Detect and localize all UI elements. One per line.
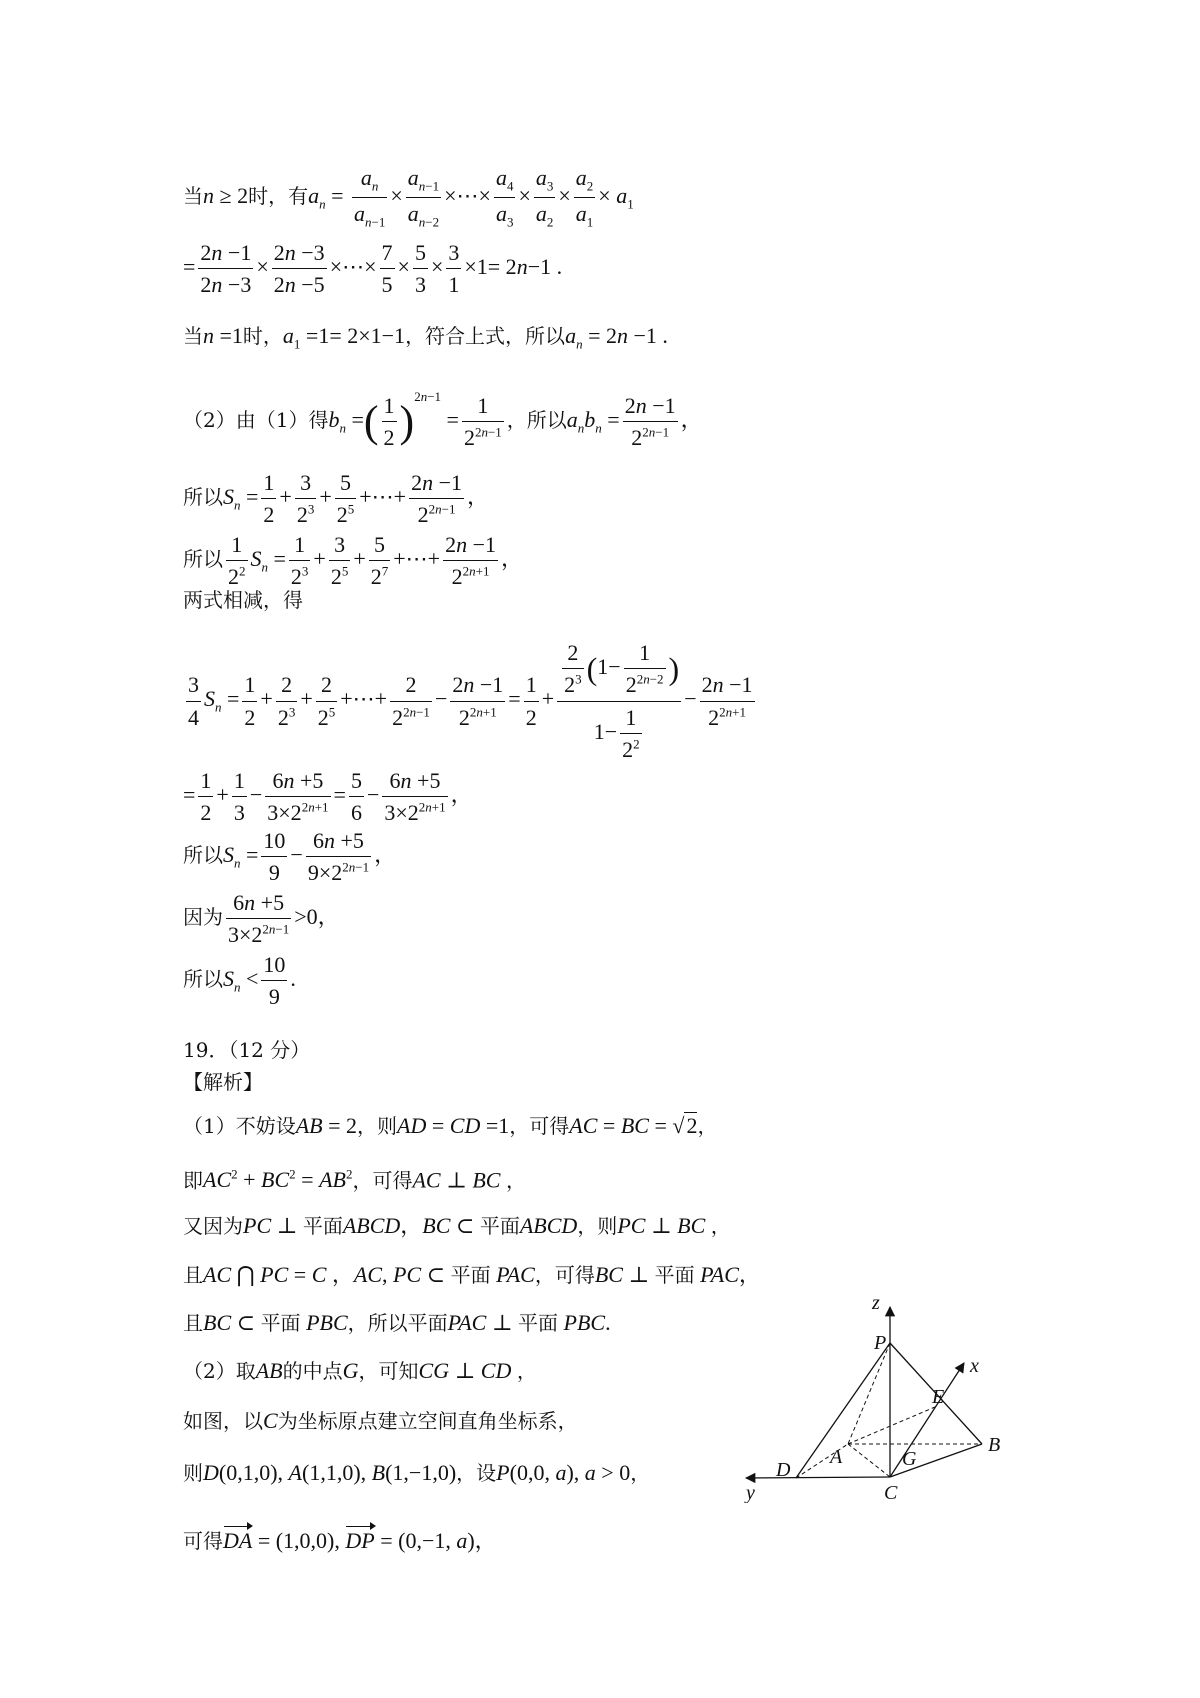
question-19-title <box>183 1040 310 1060</box>
text-segment: 19．（12 分） <box>183 1038 311 1062</box>
text-segment: 所以 <box>526 408 567 432</box>
label-y: y <box>746 1482 755 1503</box>
label-g: G <box>902 1448 917 1470</box>
text-segment: ，可得 <box>352 1168 413 1193</box>
text-segment: 当 <box>183 183 203 208</box>
pyramid-figure <box>736 1293 1036 1503</box>
text-segment: ，可得 <box>509 1114 570 1138</box>
text-segment: ，可知 <box>358 1359 419 1383</box>
text-segment: 所以 <box>183 484 223 509</box>
text-segment: 【解析】 <box>183 1070 263 1094</box>
text-segment: ，设 <box>456 1461 497 1485</box>
line-n-eq-1: 当n =1时，$a_1 =1= 2\times 1-1$，符合上式，所以$a_n = 2n -1$ . <box>183 323 668 352</box>
line-19-3: 又因为PC ⊥ 平面ABCD，BC ⊂ 平面ABCD，则PC ⊥ BC ， <box>183 1213 731 1238</box>
label-d: D <box>776 1459 791 1481</box>
line-19-1: （1）不妨设AB = 2，则AD = CD =1，可得AC = BC = √2， <box>183 1113 718 1138</box>
line-an-product: 当n ≥ 2时，有$a_n$ = $\frac{a_n}{a_{n-1}}$ × $\frac{a_{n-1}}{a_{n-2}}$ ×⋯× $\frac{a_4}{a_3}$ × $\frac{a_3}{a_2}$ × $\frac{a_2}{a_1}$ × $a_1$ <box>183 165 634 230</box>
edge-ac <box>848 1444 890 1477</box>
label-a: A <box>830 1446 843 1468</box>
line-19-6: （2）取AB的中点G，可知CG ⊥ CD ， <box>183 1358 537 1383</box>
label-c: C <box>884 1482 898 1503</box>
line-19-8: 则D(0,1,0), A(1,1,0), B(1,−1,0)，设P(0,0, a), a > 0， <box>183 1460 651 1485</box>
text-segment: 时， <box>242 324 283 348</box>
line-sn: 所以$S_n$ = $\frac{1}{2}$ + $\frac{3}{2^3}$ + $\frac{5}{2^5}$ +⋯+ $\frac{2n -1}{2^{2n-1}}$ ， <box>183 470 490 528</box>
text-segment: （2）取 <box>183 1359 256 1383</box>
line-sn-result: 所以$S_n$ = $\frac{10}{9}$ − $\frac{6n +5}{9\times 2^{2n-1}}$ ， <box>183 828 397 886</box>
edge-pd <box>796 1343 890 1478</box>
text-segment: 所以 <box>183 546 223 571</box>
text-segment: ，可得 <box>534 1263 595 1287</box>
text-segment: 两式相减，得 <box>183 588 303 612</box>
label-p: P <box>874 1332 887 1354</box>
line-three-quarter-sn: $\frac{3}{4}$ $S_n$ = $\frac{1}{2}$ + $\frac{2}{2^3}$ + $\frac{2}{2^5}$ +⋯+ $\frac{2}{2^{2n-1}}$ − $\frac{2n -1}{2^{2n+1}}$ = $\frac{1}{2}$ + $\frac{2}{2^3}$ (1− $\frac{1}{2^{2n-2}}$ ) 1− $\frac{1}{2^2}$ − $\frac{2n -1}{2^{2n+1}}$ <box>188 640 753 762</box>
text-segment: 平面 <box>260 1311 301 1335</box>
text-segment: 平面 <box>302 1214 343 1238</box>
line-19-2: 即$AC^2 + BC^2 = AB^2$，可得AC ⊥ BC ， <box>183 1167 526 1193</box>
label-b: B <box>988 1434 1001 1456</box>
text-segment: ，则 <box>357 1114 398 1138</box>
text-segment: 平面 <box>479 1214 520 1238</box>
edge-ae <box>848 1407 935 1444</box>
line-conclusion: 所以$S_n$ < $\frac{10}{9}$ . <box>183 952 296 1010</box>
text-segment: （1）不妨设 <box>183 1114 296 1138</box>
line-because: 因为 $\frac{6n +5}{3\times 2^{2n-1}}$ >0， <box>183 890 340 948</box>
text-segment: 可得 <box>183 1529 223 1553</box>
text-segment: ，符合上式，所以 <box>405 324 566 348</box>
text-segment: 平面 <box>654 1263 695 1287</box>
text-segment: 为坐标原点建立空间直角坐标系， <box>277 1409 578 1433</box>
text-segment: ，所以平面 <box>347 1311 448 1335</box>
text-segment: 即 <box>183 1168 203 1193</box>
text-segment: 的中点 <box>282 1359 343 1383</box>
text-segment: 时，有 <box>248 183 309 208</box>
line-product-result: = $\frac{2n -1}{2n -3}$ × $\frac{2n -3}{2n -5}$ ×⋯× $\frac{7}{5}$ × $\frac{5}{3}$ × $\frac{3}{1}$ ×1= 2n−1 . <box>183 240 563 298</box>
text-segment: 所以 <box>183 966 223 991</box>
text-segment: 平面 <box>518 1311 559 1335</box>
label-x: x <box>970 1355 979 1377</box>
text-segment: 平面 <box>450 1263 491 1287</box>
text-segment: 因为 <box>183 904 223 929</box>
line-sn-quarter: 所以 $\frac{1}{2^2}$ $S_n$ = $\frac{1}{2^3}$ + $\frac{3}{2^5}$ + $\frac{5}{2^7}$ +⋯+ $\frac{2n -1}{2^{2n+1}}$ ， <box>183 532 524 590</box>
text-segment: 如图，以 <box>183 1409 263 1433</box>
label-e: E <box>932 1386 945 1408</box>
line-19-5: 且BC ⊂ 平面 PBC，所以平面PAC ⊥ 平面 PBC. <box>183 1310 611 1335</box>
line-19-4: 且AC ⋂ PC = C ，AC, PC ⊂ 平面 PAC，可得BC ⊥ 平面 PAC， <box>183 1262 761 1287</box>
text-segment: 且 <box>183 1311 203 1335</box>
text-segment: （2）由（1）得 <box>183 408 329 432</box>
label-z: z <box>872 1293 880 1314</box>
line-19-7: 如图，以C为坐标原点建立空间直角坐标系， <box>183 1408 578 1433</box>
text-segment: 又因为 <box>183 1214 243 1238</box>
text-segment: 则 <box>183 1461 203 1485</box>
text-segment: 所以 <box>183 842 223 867</box>
line-bn: （2）由（1）得$b_n$ =( $\frac{1}{2}$ )$^{2n-1}$ = $\frac{1}{2^{2n-1}}$ ，所以$a_nb_n$ = $\frac{2n -1}{2^{2n-1}}$ ， <box>183 389 703 451</box>
line-subtract <box>183 590 303 610</box>
text-segment: 且 <box>183 1263 203 1287</box>
line-simplify: = $\frac{1}{2}$ + $\frac{1}{3}$ − $\frac{6n +5}{3\times 2^{2n+1}}$ = $\frac{5}{6}$ − $\frac{6n +5}{3\times 2^{2n+1}}$ ， <box>183 768 473 826</box>
analysis-heading <box>183 1072 263 1092</box>
text-segment: 当 <box>183 324 203 348</box>
line-19-9: 可得DA = (1,0,0), DP = (0,−1, a)， <box>183 1528 497 1553</box>
text-segment: ，则 <box>577 1214 618 1238</box>
y-axis <box>746 1477 890 1478</box>
